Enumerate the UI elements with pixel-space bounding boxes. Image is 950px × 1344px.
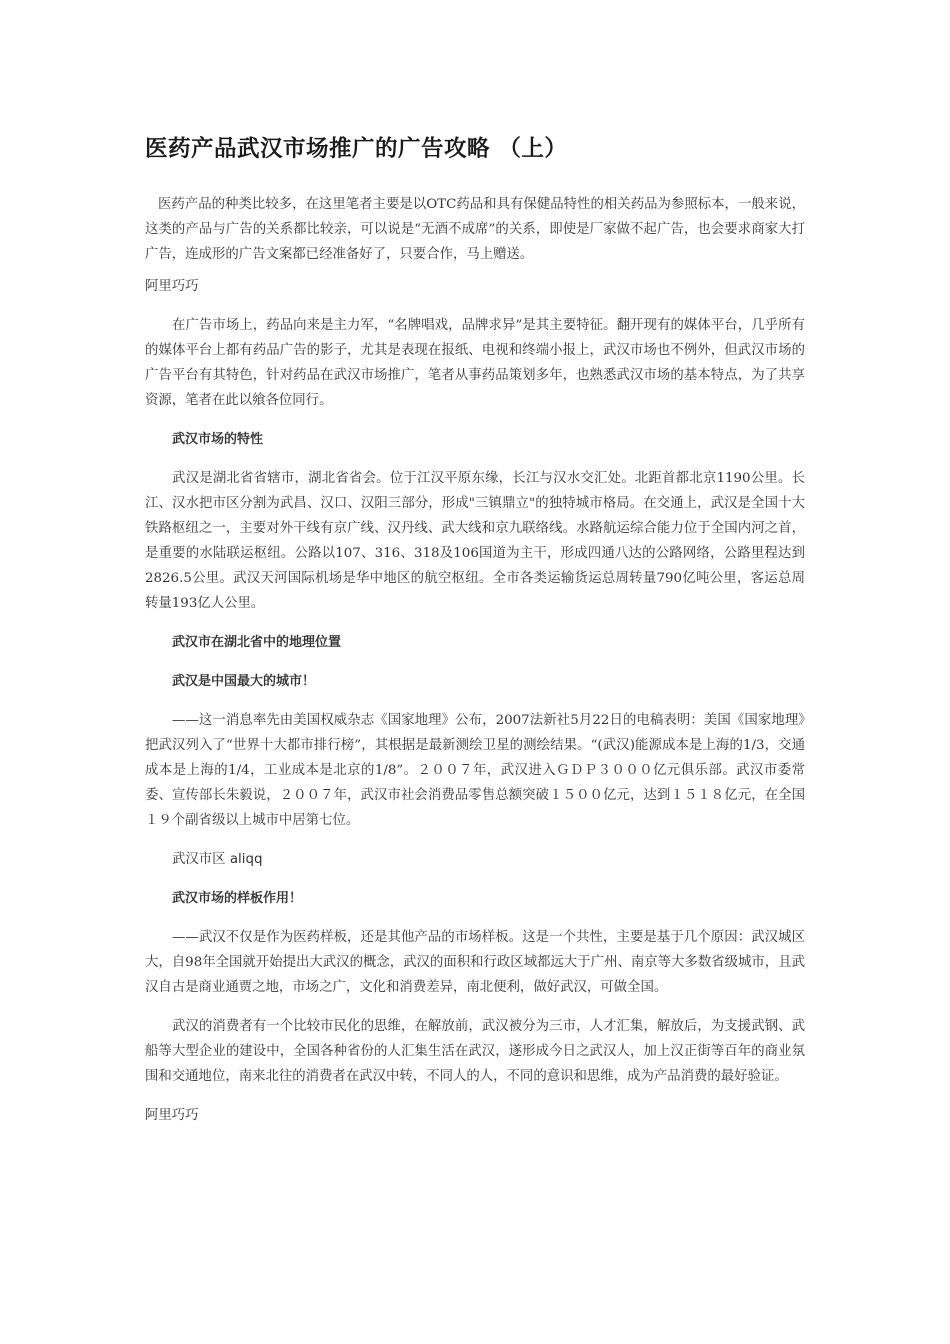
author-signature: 阿里巧巧 bbox=[145, 279, 199, 294]
body-paragraph-3: ——这一消息率先由美国权威杂志《国家地理》公布，2007法新社5月22日的电稿表明：美国《国家地理》把武汉列入了“世界十大都市排行榜”，其根据是最新测绘卫星的测绘结果。“(武汉)能源成本是上海的1/3，交通成本是上海的1/4，工业成本是北京的1/8”。２００７年，武汉进入ＧＤＰ３０００亿元俱乐部。武汉市委常委、宣传部长朱毅说，２００７年，武汉市社会消费品零售总额突破１５００亿元，达到１５１８亿元，在全国１９个副省级以上城市中居第七位。 bbox=[145, 713, 805, 828]
intro-paragraph: 医药产品的种类比较多，在这里笔者主要是以OTC药品和具有保健品特性的相关药品为参照标本，一般来说，这类的产品与广告的关系都比较亲，可以说是“无酒不成席”的关系，即使是厂家做不起广告，也会要求商家大打广告，连成形的广告文案都已经准备好了，只要合作，马上赠送。 bbox=[145, 197, 805, 262]
section-heading-location: 武汉市在湖北省中的地理位置 bbox=[172, 635, 342, 650]
body-paragraph-4: ——武汉不仅是作为医药样板，还是其他产品的市场样板。这是一个共性，主要是基于几个原因：武汉城区大，自98年全国就开始提出大武汉的概念，武汉的面积和行政区域都远大于广州、南京等大多数省级城市，且武汉自古是商业通贾之地，市场之广，文化和消费差异，南北便利，做好武汉，可做全国。 bbox=[145, 930, 805, 995]
document-title: 医药产品武汉市场推广的广告攻略 （上） bbox=[145, 136, 568, 162]
body-paragraph-1: 在广告市场上，药品向来是主力军，“名牌唱戏，品牌求异”是其主要特征。翻开现有的媒体平台，几乎所有的媒体平台上都有药品广告的影子，尤其是表现在报纸、电视和终端小报上，武汉市场也不例外，但武汉市场的广告平台有其特色，针对药品在武汉市场推广，笔者从事药品策划多年，也熟悉武汉市场的基本特点，为了共享资源，笔者在此以飨各位同行。 bbox=[145, 318, 805, 408]
author-signature-end: 阿里巧巧 bbox=[145, 1108, 199, 1123]
body-paragraph-5: 武汉的消费者有一个比较市民化的思维，在解放前，武汉被分为三市，人才汇集，解放后，为支援武钢、武船等大型企业的建设中，全国各种省份的人汇集生活在武汉，遂形成今日之武汉人，加上汉正街等百年的商业氛围和交通地位，南来北往的消费者在武汉中转，不同人的人，不同的意识和思维，成为产品消费的最好验证。 bbox=[145, 1019, 805, 1084]
section-heading-model-role: 武汉市场的样板作用！ bbox=[172, 891, 303, 906]
section-heading-market-traits: 武汉市场的特性 bbox=[172, 432, 264, 447]
document-page bbox=[145, 132, 805, 1128]
body-paragraph-2: 武汉是湖北省省辖市，湖北省省会。位于江汉平原东缘，长江与汉水交汇处。北距首都北京1190公里。长江、汉水把市区分割为武昌、汉口、汉阳三部分，形成"三镇鼎立"的独特城市格局。在交通上，武汉是全国十大铁路枢纽之一，主要对外干线有京广线、汉丹线、武大线和京九联络线。水路航运综合能力位于全国内河之首，是重要的水陆联运枢纽。公路以107、316、318及106国道为主干，形成四通八达的公路网络，公路里程达到2826.5公里。武汉天河国际机场是华中地区的航空枢纽。全市各类运输货运总周转量790亿吨公里，客运总周转量193亿人公里。 bbox=[145, 471, 805, 611]
section-heading-urban-area: 武汉市区 aliqq bbox=[172, 852, 263, 867]
section-heading-largest-city: 武汉是中国最大的城市！ bbox=[172, 674, 316, 689]
